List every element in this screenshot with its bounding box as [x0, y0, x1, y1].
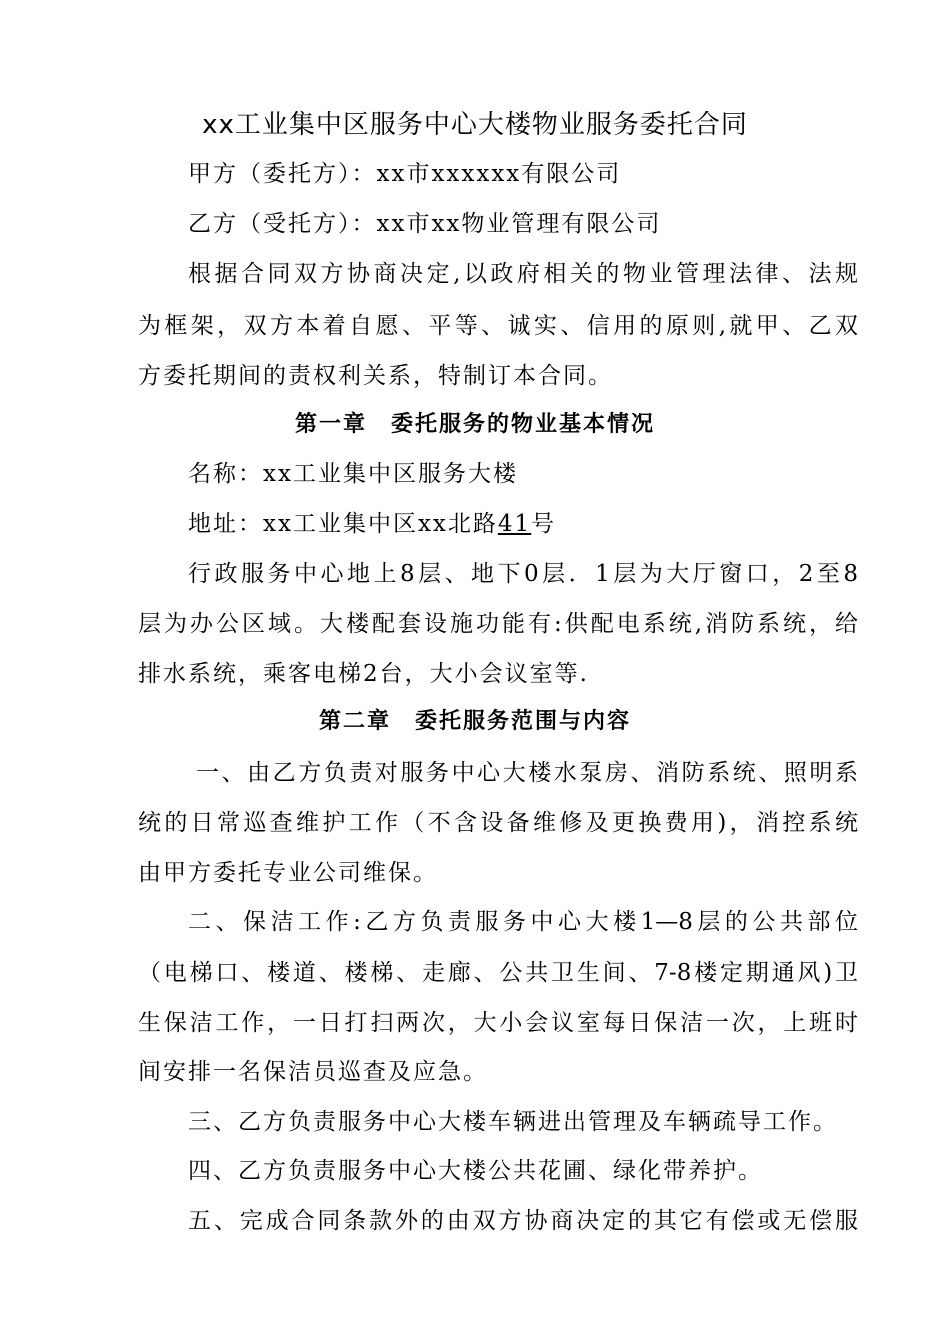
party-a: 甲方（委托方）：xx市xxxxxx有限公司: [188, 161, 622, 187]
item-1-line-2: 统的日常巡查维护工作（不含设备维修及更换费用)，消控系统: [138, 810, 858, 836]
facility-line-1: 行政服务中心地上8层、地下0层．1层为大厅窗口，2至8: [188, 561, 858, 587]
item-2-line-3: 生保洁工作，一日打扫两次，大小会议室每日保洁一次，上班时: [138, 1010, 858, 1036]
chapter-2-heading: 第二章 委托服务范围与内容: [318, 709, 631, 734]
item-3: 三、乙方负责服务中心大楼车辆进出管理及车辆疏导工作。: [188, 1109, 838, 1135]
facility-line-2: 层为办公区域。大楼配套设施功能有:供配电系统,消防系统，给: [138, 611, 858, 637]
intro-line-2: 为框架，双方本着自愿、平等、诚实、信用的原则,就甲、乙双: [138, 313, 858, 339]
item-2-line-1: 二、保洁工作:乙方负责服务中心大楼1—8层的公共部位: [188, 909, 858, 935]
property-address: [188, 509, 556, 539]
party-b: 乙方（受托方）：xx市xx物业管理有限公司: [188, 211, 662, 237]
address-suffix: 号: [531, 511, 557, 537]
address-number: 41: [497, 511, 532, 537]
item-2-line-2: （电梯口、楼道、楼梯、走廊、公共卫生间、7-8楼定期通风)卫: [138, 960, 858, 986]
item-5: 五、完成合同条款外的由双方协商决定的其它有偿或无偿服: [188, 1208, 858, 1234]
document-title: xx工业集中区服务中心大楼物业服务委托合同: [202, 110, 748, 140]
item-1-line-3: 由甲方委托专业公司维保。: [138, 860, 438, 886]
item-1-line-1: 一、由乙方负责对服务中心大楼水泵房、消防系统、照明系: [196, 760, 858, 786]
intro-line-1: 根据合同双方协商决定,以政府相关的物业管理法律、法规: [188, 261, 858, 287]
address-prefix: 地址：xx工业集中区xx北路: [188, 511, 498, 537]
property-name: 名称：xx工业集中区服务大楼: [188, 461, 518, 487]
intro-line-3: 方委托期间的责权利关系，特制订本合同。: [138, 363, 613, 389]
facility-line-3: 排水系统，乘客电梯2台，大小会议室等.: [138, 661, 589, 687]
chapter-1-heading: 第一章 委托服务的物业基本情况: [294, 412, 655, 437]
item-2-line-4: 间安排一名保洁员巡查及应急。: [138, 1059, 488, 1085]
item-4: 四、乙方负责服务中心大楼公共花圃、绿化带养护。: [188, 1158, 763, 1184]
